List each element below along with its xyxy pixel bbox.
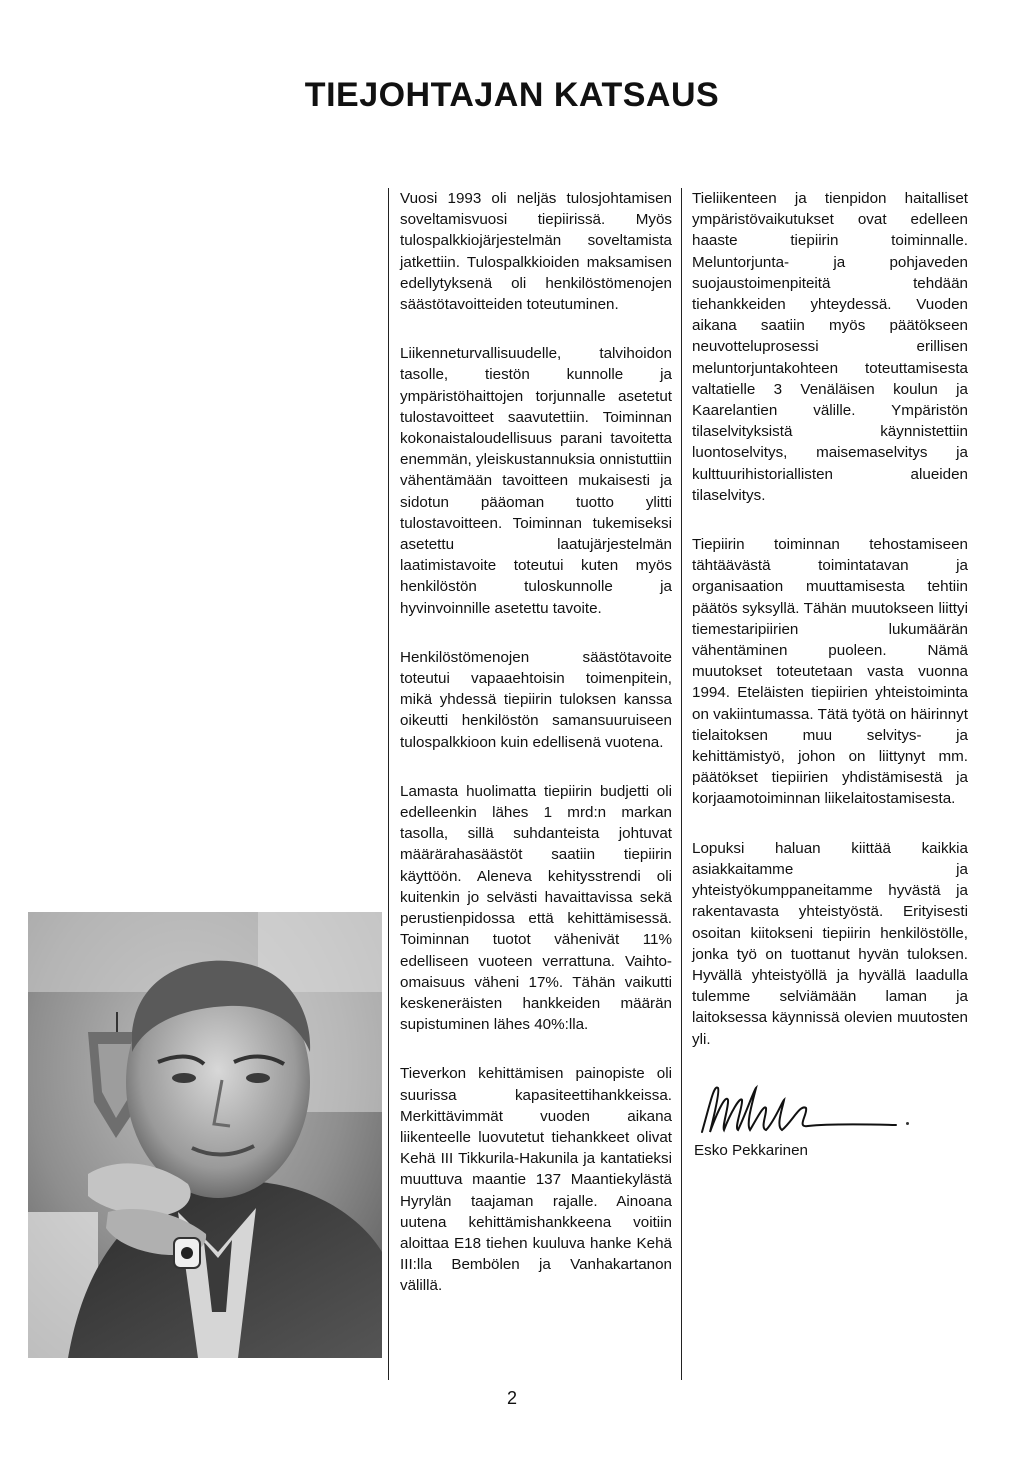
signature: [696, 1074, 956, 1144]
text-column-1: [400, 188, 672, 1325]
paragraph: Tieliikenteen ja tienpidon haitalliset ympäristövaikutukset ovat edelleen haaste tiepiirin toiminnalle. Meluntorjunta- ja pohjaveden suojaustoimenpiteitä tehdään tiehankkeiden yhteydessä. Vuoden aikana saatiin myös päätökseen neuvotteluprosessi erillisen meluntorjuntakohteen toteuttamisesta valtatielle 3 Venäläisen koulun ja Kaarelantien välille. Ympäristön tilaselvityksistä käynnistettiin luontoselvitys, maisemaselvitys ja kulttuurihistoriallisten alueiden tilaselvitys.: [692, 190, 968, 504]
signer-name: Esko Pekkarinen: [694, 1142, 808, 1159]
paragraph: Tiepiirin toiminnan tehostamiseen tähtäävästä toimintatavan ja organisaation muuttamisesta tehtiin päätös syksyllä. Tähän muutokseen liittyi tiemestaripiirien lukumäärän vähentäminen puoleen. Nämä muutokset toteutetaan vasta vuonna 1994. Eteläisten tiepiirien yhteistoiminta on vakiintumassa. Tätä työtä on häirinnyt tielaitoksen muu selvitys- ja kehittämistyö, johon on liittynyt mm. päätökset tiepiirien yhdistämisestä ja korjaamotoiminnan liikelaitostamisesta.: [692, 536, 968, 808]
page-number: 2: [506, 1388, 517, 1408]
paragraph: Tieverkon kehittämisen painopiste oli suurissa kapasiteettihankkeissa. Merkittävimmät vuoden aikana liikenteelle luovutetut tiehankkeet olivat Kehä III Tikkurila-Hakunila ja kantatieksi muuttuva maantie 137 Maantiekylästä Hyrylän taajaman rajalle. Ainoana uutena kehittämishankkeena voitiin aloittaa E18 tiehen kuuluva hanke Kehä III:lla Bembölen ja Vanhakartanon välillä.: [400, 1065, 672, 1295]
paragraph: Vuosi 1993 oli neljäs tulosjohtamisen soveltamisvuosi tiepiirissä. Myös tulospalkkiojärjestelmän soveltamista jatkettiin. Tulospalkkioiden maksamisen edellytyksenä oli henkilöstömenojen säästötavoitteiden toteutuminen.: [400, 190, 672, 314]
column-divider-left: [388, 188, 389, 1380]
page-title: TIEJOHTAJAN KATSAUS: [304, 76, 720, 114]
paragraph: Lamasta huolimatta tiepiirin budjetti oli edelleenkin lähes 1 mrd:n markan tasolla, sillä suhdanteista johtuvat määrärahasäästöt saatiin tiepiirin käyttöön. Aleneva kehitysstrendi oli kuitenkin jo selvästi havaittavissa sekä perustienpidossa että kehittämisessä. Toiminnan tuotot vähenivät 11% edelliseen vuoteen verrattuna. Vaihto-omaisuus väheni 17%. Tähän vaikutti keskeneräisten hankkeiden määrän supistuminen lähes 40%:lla.: [400, 782, 672, 1034]
paragraph: Henkilöstömenojen säästötavoite toteutui vapaaehtoisin toimenpitein, mikä yhdessä tiepiirin tuloksen kanssa oikeutti henkilöstön samansuuruiseen tulospalkkioon kuin edellisenä vuotena.: [400, 648, 672, 751]
portrait-photo: [28, 912, 382, 1358]
ink-speck: [906, 1122, 909, 1125]
text-column-2: [692, 188, 968, 1078]
paragraph: Liikenneturvallisuudelle, talvihoidon tasolle, tiestön kunnolle ja ympäristöhaittojen torjunnalle asetetut tulostavoitteet saavutettiin. Toiminnan kokonaistaloudellisuus parani tavoitetta enemmän, yleiskustannuksia onnistuttiin vähentämään tavoitteen mukaisesti ja sidotun pääoman tuotto ylitti tulostavoitteen. Toiminnan tukemiseksi asetettu laatujärjestelmän laatimistavoite toteutui kuten myös henkilöstön tuloskunnolle ja hyvinvoinnille asetettu tavoite.: [400, 345, 672, 617]
paragraph: Lopuksi haluan kiittää kaikkia asiakkaitamme ja yhteistyökumppaneitamme hyvästä ja rakentavasta yhteistyöstä. Erityisesti osoitan kiitokseni tiepiirin henkilöstölle, jonka työ on tuottanut hyvän tuloksen. Hyvällä yhteistyöllä ja hyvällä laadulla tulemme selviämään laman ja laitoksessa käynnissä olevien muutosten yli.: [692, 839, 968, 1048]
column-divider-middle: [681, 188, 682, 1380]
